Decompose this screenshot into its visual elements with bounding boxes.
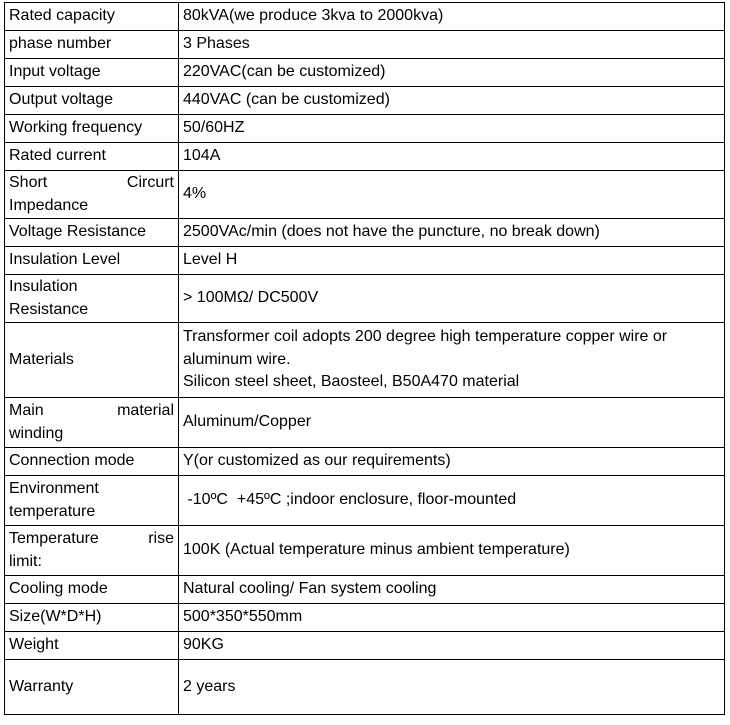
table-row — [5, 660, 725, 715]
row-label: Output voltage — [5, 87, 179, 115]
table-row — [5, 323, 725, 398]
row-value: 220VAC(can be customized) — [179, 59, 725, 87]
row-label-line: Insulation — [9, 278, 78, 295]
row-label: Input voltage — [5, 59, 179, 87]
row-label — [5, 171, 179, 219]
table-row — [5, 219, 725, 247]
row-label: Size(W*D*H) — [5, 604, 179, 632]
table-row — [5, 59, 725, 87]
row-value-line: Transformer coil adopts 200 degree high temperature copper wire or — [183, 328, 668, 346]
table-row — [5, 526, 725, 576]
row-value: 100K (Actual temperature minus ambient temperature) — [179, 526, 725, 576]
table-row — [5, 632, 725, 660]
row-label-line: temperature — [9, 502, 96, 520]
row-label: Materials — [5, 323, 179, 398]
row-label-line: limit: — [9, 552, 42, 570]
table-row — [5, 604, 725, 632]
row-label — [5, 526, 179, 576]
table-row — [5, 275, 725, 323]
row-value-line: aluminum wire. — [183, 350, 291, 368]
row-value: 2 years — [179, 660, 725, 715]
row-label: Connection mode — [5, 448, 179, 476]
row-value: 500*350*550mm — [179, 604, 725, 632]
row-value: 104A — [179, 143, 725, 171]
row-label — [5, 476, 179, 526]
table-row — [5, 398, 725, 448]
row-label-line: Environment — [9, 480, 99, 497]
row-value: 2500VAc/min (does not have the puncture, no break down) — [179, 219, 725, 247]
row-label-line: winding — [9, 424, 64, 442]
row-value: Aluminum/Copper — [179, 398, 725, 448]
table-row — [5, 576, 725, 604]
row-label: Rated current — [5, 143, 179, 171]
row-value: 90KG — [179, 632, 725, 660]
row-label-line: Resistance — [9, 300, 89, 318]
row-value: 50/60HZ — [179, 115, 725, 143]
row-label: Insulation Level — [5, 247, 179, 275]
row-label: Voltage Resistance — [5, 219, 179, 247]
table-row — [5, 115, 725, 143]
table-row — [5, 3, 725, 31]
row-label: Weight — [5, 632, 179, 660]
row-value: Level H — [179, 247, 725, 275]
row-label — [5, 275, 179, 323]
row-value: 80kVA(we produce 3kva to 2000kva) — [179, 3, 725, 31]
row-value: Y(or customized as our requirements) — [179, 448, 725, 476]
row-label: phase number — [5, 31, 179, 59]
row-label-line: Temperature rise — [9, 530, 174, 547]
row-value — [179, 323, 725, 398]
row-label-line: Short Circurt — [9, 174, 174, 191]
row-value: 4% — [179, 171, 725, 219]
table-row — [5, 448, 725, 476]
row-label: Rated capacity — [5, 3, 179, 31]
table-row — [5, 171, 725, 219]
row-label-line: Impedance — [9, 196, 89, 214]
table-row — [5, 247, 725, 275]
row-value: > 100MΩ/ DC500V — [179, 275, 725, 323]
table-row — [5, 31, 725, 59]
table-row — [5, 87, 725, 115]
table-row — [5, 476, 725, 526]
row-value: 440VAC (can be customized) — [179, 87, 725, 115]
specification-table — [4, 2, 725, 715]
table-row — [5, 143, 725, 171]
row-label: Cooling mode — [5, 576, 179, 604]
row-value: -10ºC +45ºC ;indoor enclosure, floor-mounted — [179, 476, 725, 526]
row-value: Natural cooling/ Fan system cooling — [179, 576, 725, 604]
row-value-line: Silicon steel sheet, Baosteel, B50A470 material — [183, 373, 520, 391]
row-value: 3 Phases — [179, 31, 725, 59]
row-label: Working frequency — [5, 115, 179, 143]
row-label: Warranty — [5, 660, 179, 715]
row-label — [5, 398, 179, 448]
row-label-line: Main material — [9, 402, 174, 419]
